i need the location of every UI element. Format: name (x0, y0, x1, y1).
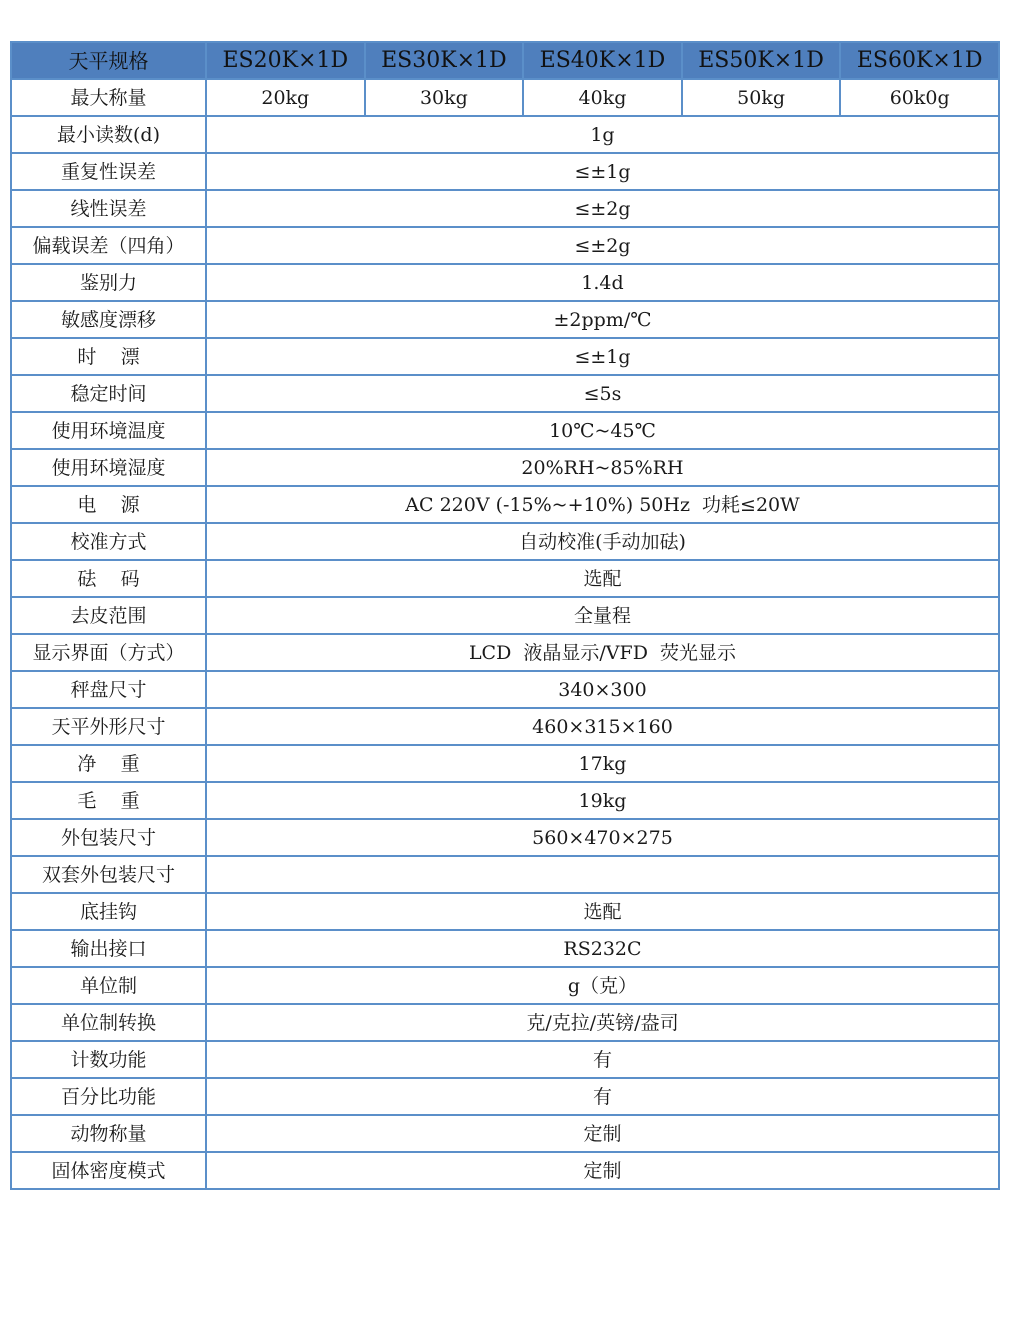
row-label: 百分比功能 (11, 1078, 206, 1115)
spec-row (11, 1041, 999, 1078)
row-value: 全量程 (206, 597, 999, 634)
row-label: 输出接口 (11, 930, 206, 967)
spec-row (11, 227, 999, 264)
row-label: 固体密度模式 (11, 1152, 206, 1189)
row-value: 有 (206, 1041, 999, 1078)
row-label: 使用环境湿度 (11, 449, 206, 486)
header-label: 天平规格 (11, 42, 206, 79)
row-value: 19kg (206, 782, 999, 819)
spec-row (11, 523, 999, 560)
spec-row (11, 1004, 999, 1041)
row-value: ≤5s (206, 375, 999, 412)
row-label: 计数功能 (11, 1041, 206, 1078)
row-label: 毛 重 (11, 782, 206, 819)
spec-row (11, 893, 999, 930)
spec-row (11, 856, 999, 893)
row-label: 校准方式 (11, 523, 206, 560)
spec-row (11, 116, 999, 153)
row-label: 单位制 (11, 967, 206, 1004)
row-label: 单位制转换 (11, 1004, 206, 1041)
row-label: 去皮范围 (11, 597, 206, 634)
capacity-value: 50kg (682, 79, 841, 116)
spec-table (10, 41, 1000, 1190)
row-label: 砝 码 (11, 560, 206, 597)
spec-row (11, 782, 999, 819)
row-label: 稳定时间 (11, 375, 206, 412)
row-label: 重复性误差 (11, 153, 206, 190)
spec-row (11, 1078, 999, 1115)
row-value: LCD 液晶显示/VFD 荧光显示 (206, 634, 999, 671)
spec-row (11, 449, 999, 486)
row-value: 17kg (206, 745, 999, 782)
row-value: g（克） (206, 967, 999, 1004)
spec-row (11, 1152, 999, 1189)
row-value: 460×315×160 (206, 708, 999, 745)
row-label: 最小读数(d) (11, 116, 206, 153)
spec-row (11, 338, 999, 375)
row-value: ≤±1g (206, 153, 999, 190)
row-label: 偏载误差（四角） (11, 227, 206, 264)
capacity-value: 30kg (365, 79, 524, 116)
row-value: 定制 (206, 1152, 999, 1189)
row-value: 340×300 (206, 671, 999, 708)
row-value: ≤±2g (206, 227, 999, 264)
model-header: ES20K×1D (206, 42, 365, 79)
row-label: 电 源 (11, 486, 206, 523)
spec-row (11, 264, 999, 301)
spec-row (11, 634, 999, 671)
row-label: 天平外形尺寸 (11, 708, 206, 745)
capacity-row (11, 79, 999, 116)
row-label: 时 漂 (11, 338, 206, 375)
row-value: 定制 (206, 1115, 999, 1152)
header-row (11, 42, 999, 79)
row-value: 克/克拉/英镑/盎司 (206, 1004, 999, 1041)
spec-row (11, 153, 999, 190)
row-value: 20%RH~85%RH (206, 449, 999, 486)
spec-row (11, 671, 999, 708)
spec-row (11, 708, 999, 745)
spec-row (11, 819, 999, 856)
row-value: RS232C (206, 930, 999, 967)
row-label: 双套外包装尺寸 (11, 856, 206, 893)
row-value: AC 220V (-15%~+10%) 50Hz 功耗≤20W (206, 486, 999, 523)
row-value: 560×470×275 (206, 819, 999, 856)
row-label: 外包装尺寸 (11, 819, 206, 856)
row-label: 线性误差 (11, 190, 206, 227)
capacity-value: 20kg (206, 79, 365, 116)
spec-row (11, 412, 999, 449)
model-header: ES30K×1D (365, 42, 524, 79)
spec-row (11, 930, 999, 967)
spec-row (11, 745, 999, 782)
spec-row (11, 190, 999, 227)
row-value: 有 (206, 1078, 999, 1115)
model-header: ES60K×1D (840, 42, 999, 79)
row-value (206, 856, 999, 893)
spec-row (11, 560, 999, 597)
spec-row (11, 967, 999, 1004)
capacity-value: 40kg (523, 79, 682, 116)
row-label: 使用环境温度 (11, 412, 206, 449)
spec-table-body (11, 42, 999, 1189)
model-header: ES40K×1D (523, 42, 682, 79)
row-label: 敏感度漂移 (11, 301, 206, 338)
row-label: 最大称量 (11, 79, 206, 116)
row-value: 选配 (206, 560, 999, 597)
row-label: 净 重 (11, 745, 206, 782)
row-label: 底挂钩 (11, 893, 206, 930)
row-label: 秤盘尺寸 (11, 671, 206, 708)
row-label: 动物称量 (11, 1115, 206, 1152)
spec-row (11, 375, 999, 412)
row-label: 显示界面（方式） (11, 634, 206, 671)
row-value: 选配 (206, 893, 999, 930)
row-value: 1g (206, 116, 999, 153)
spec-row (11, 301, 999, 338)
capacity-value: 60k0g (840, 79, 999, 116)
spec-row (11, 597, 999, 634)
model-header: ES50K×1D (682, 42, 841, 79)
row-label: 鉴别力 (11, 264, 206, 301)
row-value: 10℃~45℃ (206, 412, 999, 449)
spec-row (11, 486, 999, 523)
row-value: 自动校准(手动加砝) (206, 523, 999, 560)
spec-row (11, 1115, 999, 1152)
row-value: ≤±2g (206, 190, 999, 227)
row-value: 1.4d (206, 264, 999, 301)
row-value: ≤±1g (206, 338, 999, 375)
row-value: ±2ppm/℃ (206, 301, 999, 338)
